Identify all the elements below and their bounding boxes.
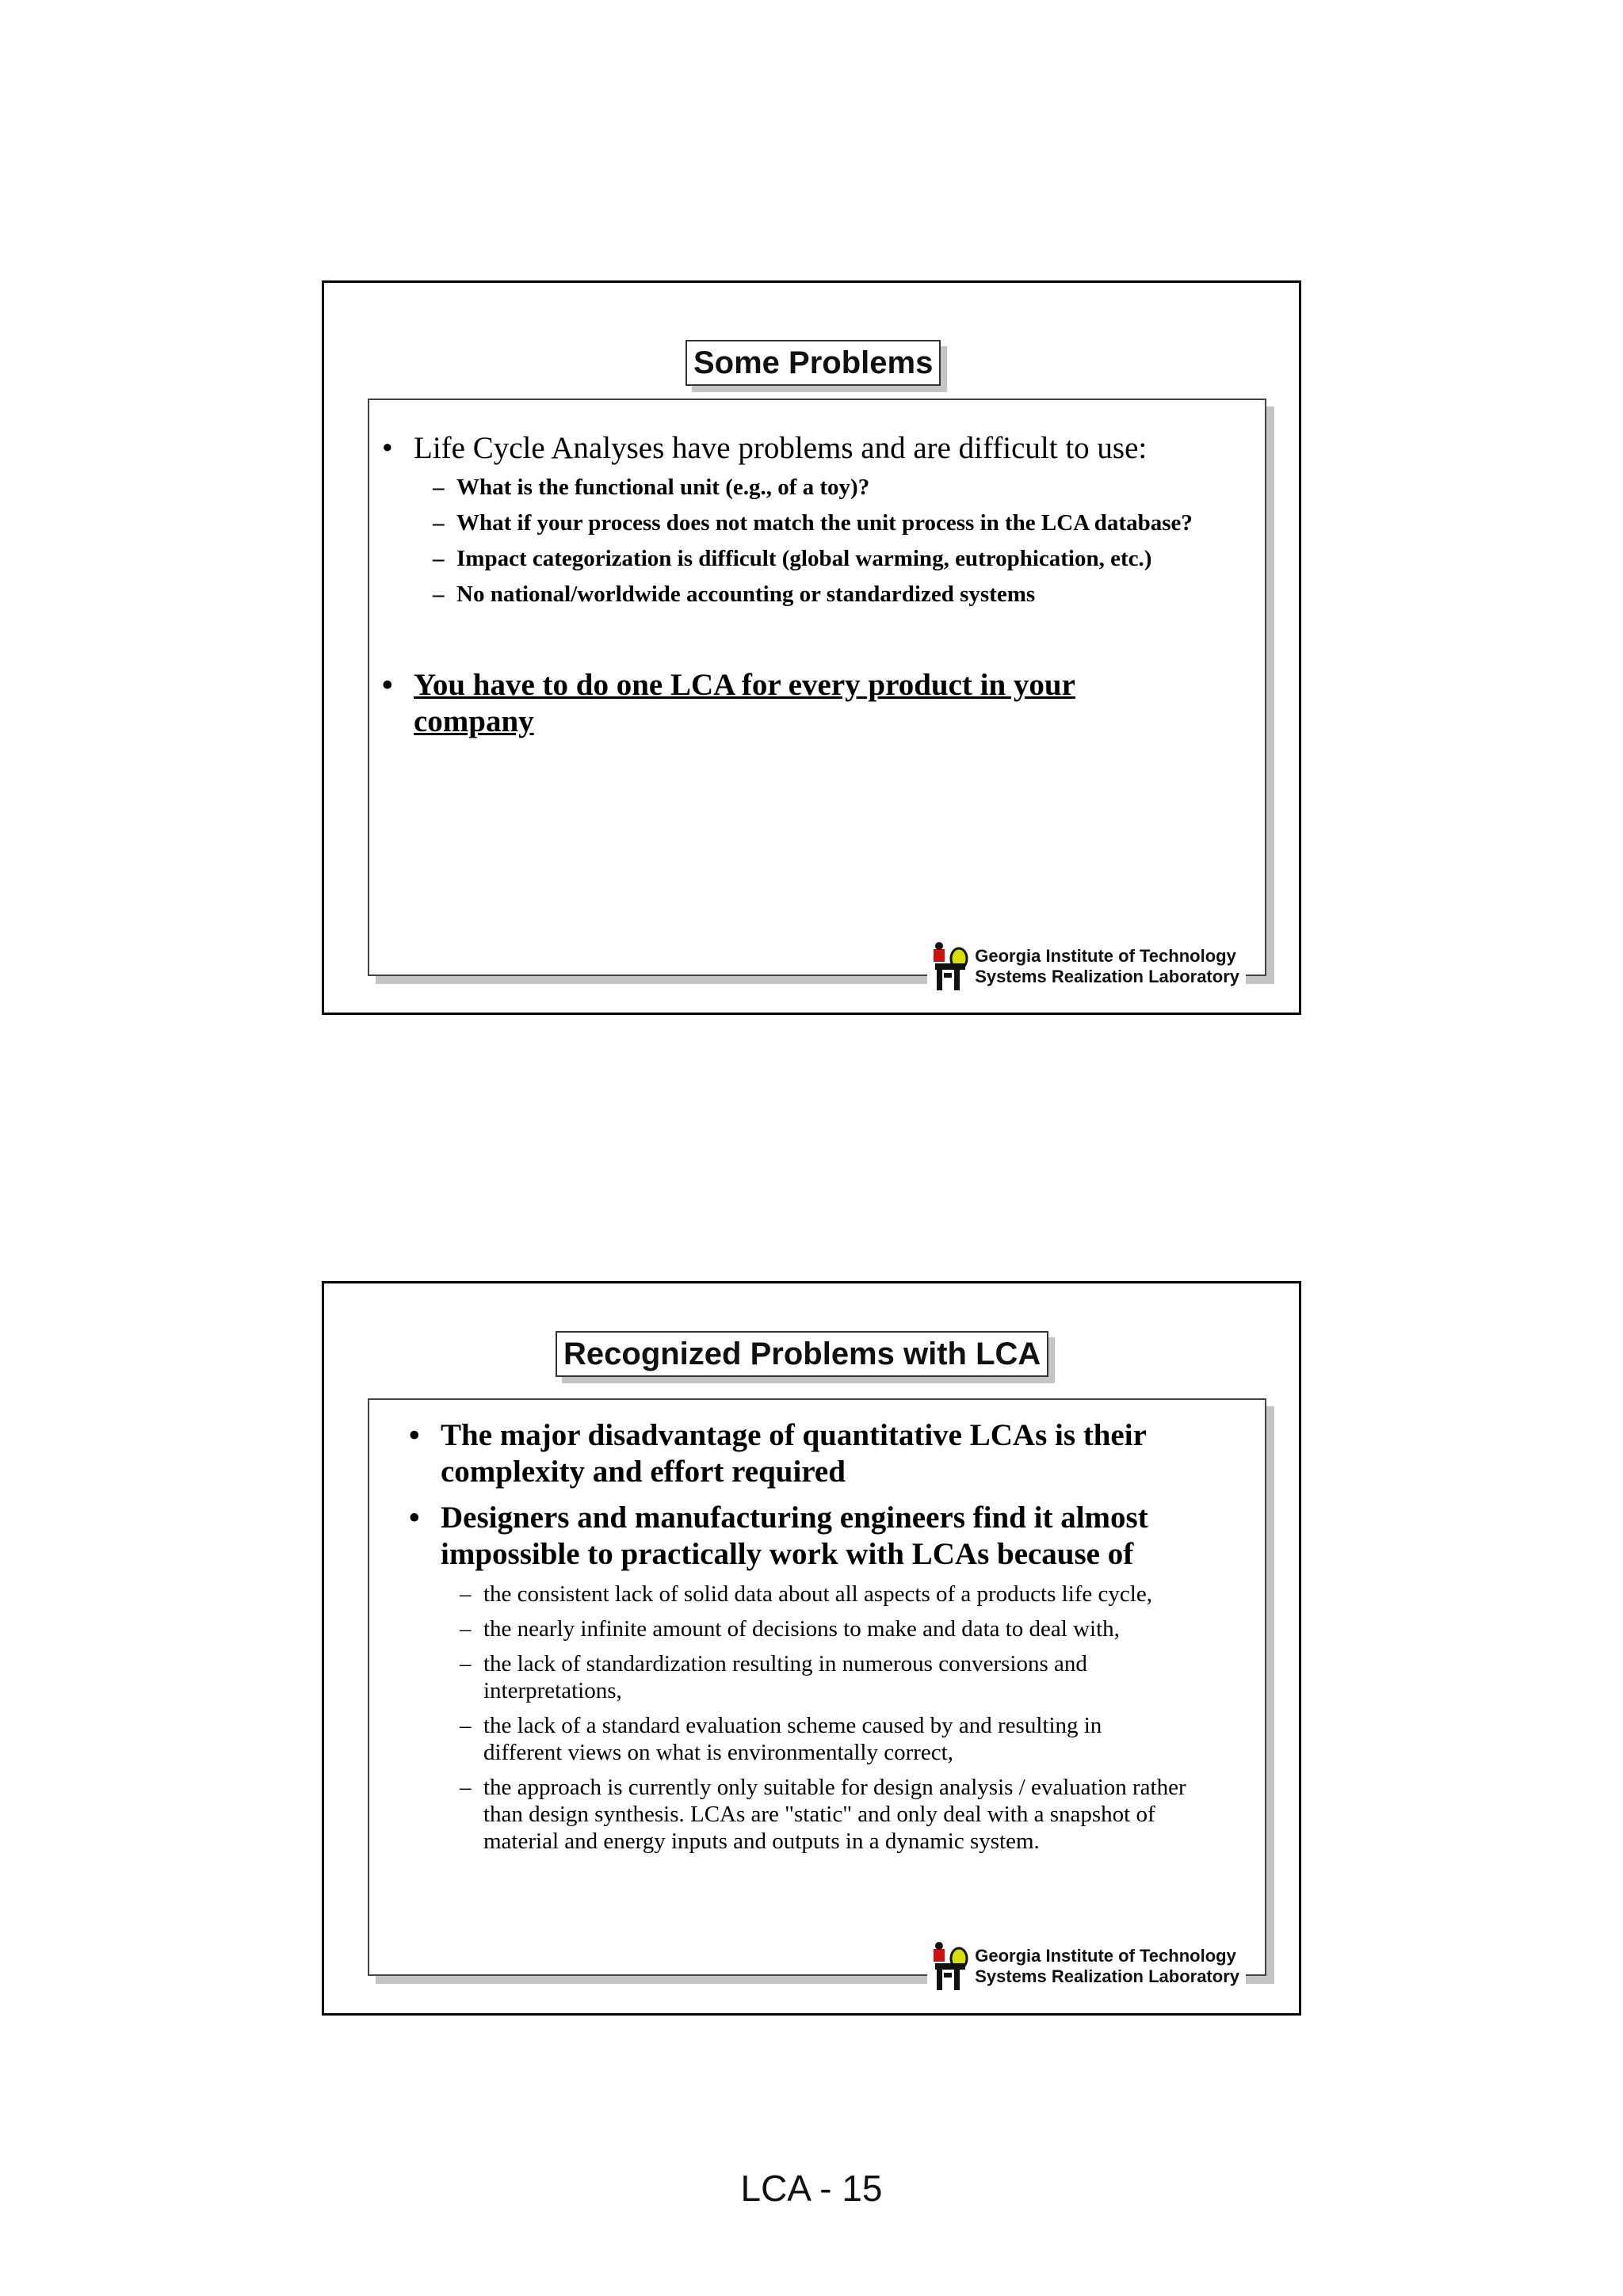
sub-dash: – bbox=[433, 510, 445, 536]
bullet-item bbox=[382, 430, 1254, 467]
sub-text: Impact categorization is difficult (global warming, eutrophication, etc.) bbox=[456, 546, 1152, 571]
footer-line-institute: Georgia Institute of Technology bbox=[975, 946, 1236, 966]
sub-text: What is the functional unit (e.g., of a toy)? bbox=[456, 475, 870, 500]
slide-recognized-problems bbox=[322, 1281, 1301, 2016]
bullet-text: Designers and manufacturing engineers find it almost impossible to practically work with LCAs because of bbox=[441, 1501, 1148, 1571]
footer-line-lab: Systems Realization Laboratory bbox=[975, 967, 1239, 986]
slide-some-problems bbox=[322, 280, 1301, 1015]
sub-text: the lack of standardization resulting in numerous conversions and interpretations, bbox=[483, 1651, 1087, 1703]
sub-dash: – bbox=[433, 475, 445, 500]
sub-text: No national/worldwide accounting or standardized systems bbox=[456, 582, 1036, 607]
bullet-text: Life Cycle Analyses have problems and are difficult to use: bbox=[414, 431, 1148, 465]
slide-content bbox=[368, 1398, 1266, 1986]
sub-text: the consistent lack of solid data about all aspects of a products life cycle, bbox=[483, 1581, 1152, 1607]
bullet-text: You have to do one LCA for every product in your company bbox=[414, 668, 1075, 738]
footer-line-lab: Systems Realization Laboratory bbox=[975, 1966, 1239, 1986]
footer-text bbox=[975, 946, 1239, 987]
sub-item bbox=[460, 1581, 1252, 1608]
sub-dash: – bbox=[460, 1713, 472, 1738]
bullet-item bbox=[409, 1417, 1241, 1490]
sub-item bbox=[460, 1615, 1252, 1642]
sub-item bbox=[460, 1774, 1252, 1855]
page-number: LCA - 15 bbox=[740, 2168, 883, 2209]
sub-item bbox=[460, 1650, 1252, 1704]
sub-item bbox=[460, 1712, 1252, 1766]
lab-footer bbox=[927, 1941, 1246, 1992]
bullet-dot: • bbox=[409, 1501, 420, 1535]
sub-text: the lack of a standard evaluation scheme caused by and resulting in different views on what is environmentally correct, bbox=[483, 1713, 1102, 1765]
bullet-text: The major disadvantage of quantitative LCAs is their complexity and effort required bbox=[441, 1418, 1147, 1489]
sub-item bbox=[433, 544, 1257, 573]
sub-dash: – bbox=[460, 1775, 472, 1800]
sub-text: the approach is currently only suitable for design analysis / evaluation rather than design synthesis. LCAs are "static" and only deal with a snapshot of material and energy inputs and outputs in a dynamic system. bbox=[483, 1775, 1186, 1854]
bullet-item bbox=[409, 1500, 1241, 1573]
sub-dash: – bbox=[460, 1651, 472, 1676]
footer-text bbox=[975, 1946, 1239, 1987]
sub-dash: – bbox=[433, 582, 445, 607]
sub-text: the nearly infinite amount of decisions to make and data to deal with, bbox=[483, 1616, 1120, 1642]
sub-item bbox=[433, 473, 1257, 502]
slide-title: Some Problems bbox=[685, 340, 941, 386]
bullet-item bbox=[382, 667, 1174, 740]
sub-text: What if your process does not match the unit process in the LCA database? bbox=[456, 510, 1193, 536]
footer-line-institute: Georgia Institute of Technology bbox=[975, 1946, 1236, 1966]
sub-dash: – bbox=[433, 546, 445, 571]
lab-footer bbox=[927, 941, 1246, 992]
sub-dash: – bbox=[460, 1616, 472, 1642]
slide-content bbox=[368, 399, 1266, 986]
bullet-dot: • bbox=[382, 431, 393, 465]
slide-title: Recognized Problems with LCA bbox=[556, 1331, 1048, 1377]
lab-logo-icon bbox=[930, 1941, 970, 1992]
sub-dash: – bbox=[460, 1581, 472, 1607]
sub-item bbox=[433, 580, 1257, 608]
bullet-dot: • bbox=[409, 1418, 420, 1452]
lab-logo-icon bbox=[930, 941, 970, 992]
sub-item bbox=[433, 509, 1257, 537]
bullet-dot: • bbox=[382, 668, 393, 702]
